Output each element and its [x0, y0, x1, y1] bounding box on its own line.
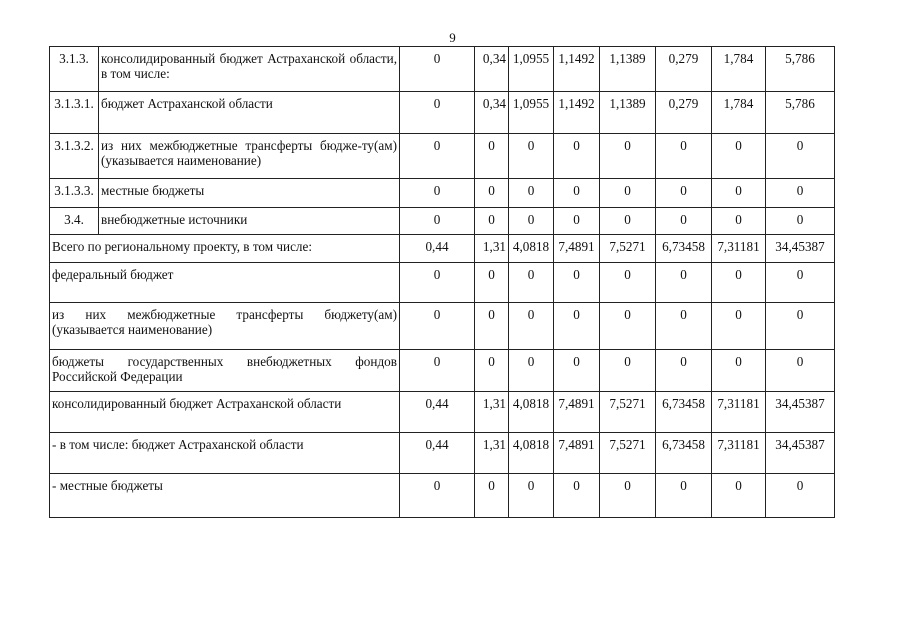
value-cell: 0	[656, 179, 712, 208]
row-label: Всего по региональному проекту, в том числе:	[50, 235, 400, 263]
budget-table	[49, 46, 835, 518]
row-label: бюджеты государственных внебюджетных фондов Российской Федерации	[50, 350, 400, 392]
row-label: консолидированный бюджет Астраханской области, в том числе:	[99, 47, 400, 92]
table-row	[50, 47, 835, 92]
value-cell: 0	[766, 303, 835, 350]
table-row	[50, 263, 835, 303]
value-cell: 7,4891	[554, 235, 600, 263]
value-cell: 4,0818	[509, 235, 554, 263]
table-row	[50, 92, 835, 134]
value-cell: 0	[712, 263, 766, 303]
value-cell: 0	[475, 474, 509, 518]
value-cell: 0	[600, 263, 656, 303]
value-cell: 0	[554, 134, 600, 179]
value-cell: 0	[656, 303, 712, 350]
value-cell: 0	[400, 47, 475, 92]
value-cell: 0	[554, 474, 600, 518]
value-cell: 0	[656, 474, 712, 518]
value-cell: 0	[712, 350, 766, 392]
value-cell: 4,0818	[509, 433, 554, 474]
value-cell: 0	[475, 263, 509, 303]
table-row	[50, 350, 835, 392]
value-cell: 1,1389	[600, 92, 656, 134]
value-cell: 7,5271	[600, 433, 656, 474]
table-row	[50, 235, 835, 263]
table-row	[50, 474, 835, 518]
value-cell: 0,44	[400, 392, 475, 433]
row-code: 3.4.	[50, 208, 99, 235]
table-row	[50, 303, 835, 350]
value-cell: 7,4891	[554, 392, 600, 433]
value-cell: 0	[554, 303, 600, 350]
value-cell: 0	[600, 474, 656, 518]
value-cell: 7,5271	[600, 392, 656, 433]
value-cell: 6,73458	[656, 235, 712, 263]
value-cell: 0	[766, 208, 835, 235]
table-row	[50, 134, 835, 179]
value-cell: 6,73458	[656, 392, 712, 433]
value-cell: 0,34	[475, 92, 509, 134]
value-cell: 0	[475, 350, 509, 392]
value-cell: 0,44	[400, 235, 475, 263]
value-cell: 0	[600, 208, 656, 235]
value-cell: 0	[509, 350, 554, 392]
row-label: из них межбюджетные трансферты бюдже-ту(ам) (указывается наименование)	[99, 134, 400, 179]
value-cell: 0	[600, 134, 656, 179]
value-cell: 0	[766, 263, 835, 303]
table-row	[50, 392, 835, 433]
value-cell: 0	[712, 303, 766, 350]
value-cell: 1,1389	[600, 47, 656, 92]
row-code: 3.1.3.2.	[50, 134, 99, 179]
value-cell: 7,31181	[712, 433, 766, 474]
value-cell: 0	[766, 350, 835, 392]
value-cell: 1,784	[712, 92, 766, 134]
value-cell: 0	[554, 263, 600, 303]
row-label: местные бюджеты	[99, 179, 400, 208]
value-cell: 0	[400, 179, 475, 208]
value-cell: 0,34	[475, 47, 509, 92]
value-cell: 0	[712, 208, 766, 235]
value-cell: 5,786	[766, 92, 835, 134]
value-cell: 7,5271	[600, 235, 656, 263]
value-cell: 0	[600, 303, 656, 350]
value-cell: 0	[509, 474, 554, 518]
value-cell: 1,31	[475, 235, 509, 263]
row-label: - в том числе: бюджет Астраханской области	[50, 433, 400, 474]
value-cell: 0	[475, 208, 509, 235]
value-cell: 34,45387	[766, 235, 835, 263]
value-cell: 1,0955	[509, 92, 554, 134]
value-cell: 0	[400, 350, 475, 392]
value-cell: 0	[509, 263, 554, 303]
value-cell: 5,786	[766, 47, 835, 92]
value-cell: 0	[600, 179, 656, 208]
value-cell: 0	[475, 134, 509, 179]
value-cell: 34,45387	[766, 433, 835, 474]
value-cell: 0	[400, 134, 475, 179]
value-cell: 0	[712, 179, 766, 208]
value-cell: 6,73458	[656, 433, 712, 474]
value-cell: 0	[656, 208, 712, 235]
value-cell: 0	[400, 208, 475, 235]
value-cell: 1,1492	[554, 92, 600, 134]
value-cell: 1,1492	[554, 47, 600, 92]
value-cell: 0	[400, 263, 475, 303]
row-label: бюджет Астраханской области	[99, 92, 400, 134]
value-cell: 0	[712, 134, 766, 179]
value-cell: 0,44	[400, 433, 475, 474]
value-cell: 1,31	[475, 392, 509, 433]
value-cell: 0	[509, 134, 554, 179]
row-label: - местные бюджеты	[50, 474, 400, 518]
value-cell: 0	[656, 134, 712, 179]
value-cell: 1,0955	[509, 47, 554, 92]
value-cell: 0,279	[656, 47, 712, 92]
page-number: 9	[449, 30, 456, 45]
value-cell: 34,45387	[766, 392, 835, 433]
value-cell: 0	[600, 350, 656, 392]
value-cell: 7,4891	[554, 433, 600, 474]
value-cell: 0	[712, 474, 766, 518]
table-row	[50, 179, 835, 208]
row-label: федеральный бюджет	[50, 263, 400, 303]
value-cell: 0	[509, 179, 554, 208]
value-cell: 0	[554, 350, 600, 392]
value-cell: 0	[509, 303, 554, 350]
row-code: 3.1.3.3.	[50, 179, 99, 208]
row-label: внебюджетные источники	[99, 208, 400, 235]
row-code: 3.1.3.	[50, 47, 99, 92]
value-cell: 0,279	[656, 92, 712, 134]
value-cell: 0	[475, 303, 509, 350]
row-code: 3.1.3.1.	[50, 92, 99, 134]
table-row	[50, 433, 835, 474]
value-cell: 0	[766, 134, 835, 179]
value-cell: 0	[656, 263, 712, 303]
row-label: консолидированный бюджет Астраханской области	[50, 392, 400, 433]
value-cell: 0	[766, 179, 835, 208]
table-row	[50, 208, 835, 235]
value-cell: 0	[554, 179, 600, 208]
value-cell: 0	[509, 208, 554, 235]
value-cell: 7,31181	[712, 392, 766, 433]
value-cell: 0	[656, 350, 712, 392]
value-cell: 0	[400, 474, 475, 518]
value-cell: 4,0818	[509, 392, 554, 433]
value-cell: 0	[400, 303, 475, 350]
value-cell: 0	[475, 179, 509, 208]
row-label: из них межбюджетные трансферты бюджету(ам) (указывается наименование)	[50, 303, 400, 350]
value-cell: 0	[554, 208, 600, 235]
value-cell: 0	[400, 92, 475, 134]
value-cell: 0	[766, 474, 835, 518]
value-cell: 1,31	[475, 433, 509, 474]
value-cell: 7,31181	[712, 235, 766, 263]
value-cell: 1,784	[712, 47, 766, 92]
